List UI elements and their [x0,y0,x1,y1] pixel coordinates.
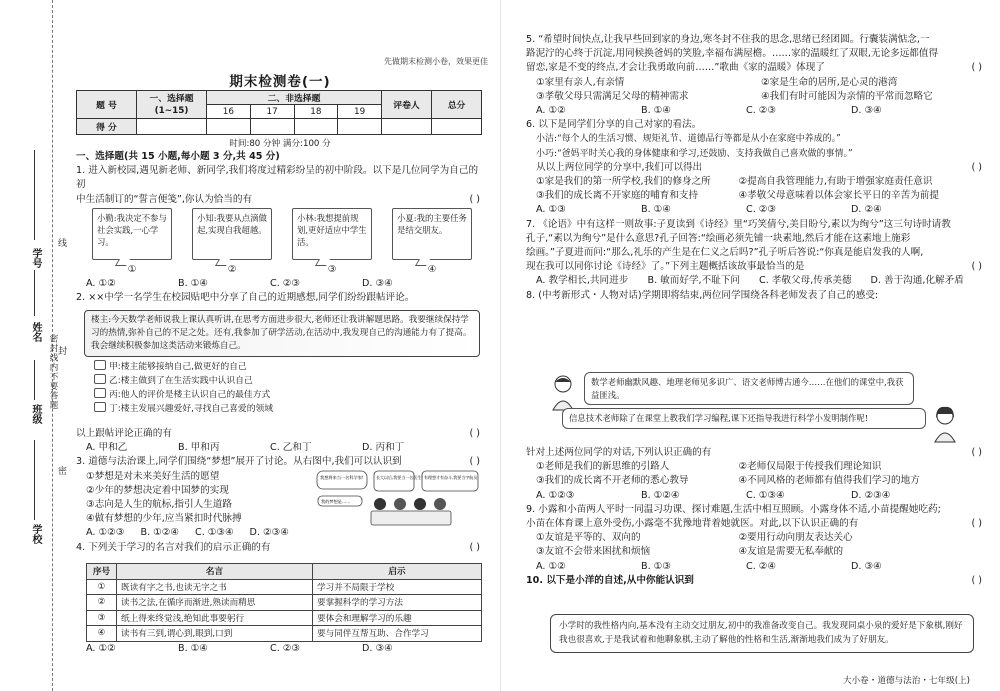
q2-stem: 2. ××中学一名学生在校园贴吧中分享了自己的近期感想,同学们纷纷跟帖评论。 [76,292,415,304]
q9-item: ②要用行动向朋友表达关心 [738,532,853,544]
score-cell[interactable] [250,119,294,135]
q6-quote-a: 小洁:“每个人的生活习惯、规矩礼节、道德品行等都是从小在家庭中养成的。” [536,134,841,145]
q7-line: 绘画。”子夏进而问:“那么,礼乐的产生是在仁义之后吗?”孔子听后答说:“你真是能启发我的人啊, [526,247,924,259]
answer-paren[interactable]: ( ) [971,161,982,173]
q5-item: ④我们有时可能因为亲情的平常而忽略它 [761,90,933,102]
q4-options-block [76,642,484,656]
option[interactable]: C. 乙和丁 [270,442,312,454]
q8-item: ④不同风格的老师都有值得我们学习的地方 [738,475,920,487]
score-q16: 16 [207,105,251,119]
q5-options [526,104,986,118]
q4-head: 名言 [117,564,313,580]
q3-item: ③志向是人生的航标,指引人生道路 [86,499,232,511]
option[interactable]: A. ①③ [536,204,566,216]
school-line [34,440,35,520]
q6-item: ④孝敬父母意味着以体会家长平日的辛苦为前提 [738,190,939,202]
class-line [34,360,35,400]
q1-mark: ② [227,264,237,275]
label-student-id: 学号 [30,248,41,268]
q1-bubbles [92,208,472,260]
option[interactable]: B. 敏而好学,不耻下问 [647,275,740,287]
q6-item: ③我们的成长离不开家庭的哺育和支持 [536,190,699,202]
option[interactable]: A. ①②③ [86,527,125,539]
q8-item: ②老师仅局限于传授我们理论知识 [738,461,882,473]
q7-line: 孔子,“素以为绚兮”是什么意思?孔子回答:“绘画必须先铺一块素地,然后才能在这素地上施彩 [526,232,911,244]
q1-options [76,277,484,291]
time-line: 时间:80 分钟 满分:100 分 [229,139,331,149]
score-cell[interactable] [207,119,251,135]
q8-options [526,489,986,503]
option[interactable]: A. ①② [86,278,116,289]
mark-secret: 密 [56,466,66,476]
q1-stem-2: 中生活制订的“誓言便笺”,你认为恰当的有 [76,193,253,205]
q1-bubble: 小知:我要从点滴做起,实现自我超越。 [192,208,272,260]
q5-item: ②家是生命的居所,是心灵的港湾 [761,76,898,88]
answer-paren[interactable]: ( ) [469,193,480,205]
score-range: (1~15) [137,105,207,119]
q3-items [76,470,306,527]
option[interactable]: C. ②③ [270,643,300,654]
score-cell[interactable] [137,119,207,135]
option[interactable]: A. ①② [86,643,116,654]
q9-item: ④友谊是需要无私奉献的 [738,546,844,558]
option[interactable]: B. ①②④ [641,489,680,501]
q2-options [76,441,484,455]
q10-story: 小学时的我性格内向,基本没有主动交过朋友,初中的我准备改变自己。我发现同桌小泉的爱好是下象棋,刚好我也很喜欢,于是我试着和他聊象棋,主动了解他的性格和生活,渐渐地我们成为了好朋友。 [550,614,974,653]
q1-bubble: 小勤:我决定不参与社会实践,一心学习。 [92,208,172,260]
table-row: ① 既读有字之书,也读无字之书 学习并不局限于学校 [87,579,482,595]
answer-paren[interactable]: ( ) [971,574,982,586]
q4-options [76,642,484,656]
option[interactable]: C. ②③ [270,278,300,289]
table-row: ② 读书之法,在循序而渐进,熟读而精思 要掌握科学的学习方法 [87,595,482,611]
option[interactable]: D. ②③④ [249,527,289,539]
cartoon-text: 我的梦想是…… [321,499,351,504]
table-row: ③ 纸上得来终觉浅,绝知此事要躬行 要体会和理解学习的乐趣 [87,610,482,626]
table-row: ④ 读书有三到,谓心到,眼到,口到 要与同伴互帮互助、合作学习 [87,626,482,642]
q4-table [86,563,482,642]
q8-q9-block [526,446,986,588]
q5-line: 路泥泞的心终于沉淀,用同候换爸妈的笑脸,幸福布满屋檐。……家的温暖红了双眼,无论多远都值得 [526,48,939,60]
q2-comment: 丙:他人的评价是楼主认识自己的最佳方式 [94,388,273,402]
answer-paren[interactable]: ( ) [469,428,480,439]
score-cell[interactable] [382,119,432,135]
q4-head: 启示 [313,564,482,580]
score-head-grader: 评卷人 [382,91,432,119]
option[interactable]: A. 教学相长,共同进步 [536,275,629,287]
q1-stem-1: 1. 进入新校园,遇见新老师、新同学,我们将度过精彩纷呈的初中阶段。以下是几位同学为自己的初 [76,165,479,191]
score-head-total: 总分 [432,91,482,119]
option[interactable]: C. 孝敬父母,传承美德 [759,275,852,287]
score-head-qno: 题 号 [77,91,137,119]
answer-paren[interactable]: ( ) [971,261,982,273]
score-cell[interactable] [432,119,482,135]
answer-paren[interactable]: ( ) [469,541,480,553]
label-class: 班级 [30,404,41,424]
option[interactable]: B. ①④ [178,643,208,654]
score-cell[interactable] [294,119,338,135]
label-name: 姓名 [30,322,41,342]
q8-dialogue-2: 信息技术老师除了在课堂上教我们学习编程,课下还指导我进行科学小发明制作呢! [562,408,926,429]
option[interactable]: C. ②③ [746,204,776,216]
mark-line: 线 [56,238,66,248]
option[interactable]: C. ②③ [746,105,776,117]
option[interactable]: D. 善于沟通,化解矛盾 [870,275,964,287]
option[interactable]: D. ③④ [362,278,393,289]
option[interactable]: A. ①② [536,105,566,117]
q9-line: 小苗在体育课上意外受伤,小露毫不犹豫地背着她就医。对此,以下认识正确的有 [526,518,859,530]
q5-items [526,76,986,104]
q9-item: ①友谊是平等的、双向的 [536,532,641,544]
answer-paren[interactable]: ( ) [971,62,982,74]
q1-options-block [76,277,484,305]
option[interactable]: C. ①③④ [746,489,785,501]
student-id-line [34,150,35,240]
label-school: 学校 [30,524,41,544]
q1-bubble-marks [92,264,472,275]
option[interactable]: B. ①②④ [140,527,179,539]
option[interactable]: D. ③④ [851,560,882,572]
page-footer: 大小卷・道德与法治・七年级(上) [842,676,970,686]
q2-forum-post: 楼主:今天数学老师说我上课认真听讲,在思考方面进步很大,老师还让我讲解题思路。我要继续保持学习的热情,弥补自己的不足之处。还有,我参加了研学活动,在活动中,我发现自己的沟通能力有了提高。我会继续积极参加这类活动来锻炼自己。 [84,310,480,357]
q8-stem: 8. (中考新形式・人物对话)学期即将结束,两位同学围绕各科老师发表了自己的感受: [526,289,879,301]
q7-line: 现在我可以同你讨论《诗经》了。”下列主题概括该故事最恰当的是 [526,261,805,273]
cartoon-text: 长大以后,我要当一名医生! [376,475,423,480]
boy-avatar-icon [548,372,578,412]
q3-options [76,526,484,540]
score-q19: 19 [338,105,382,119]
q8-dialogue-1: 数学老师幽默风趣、地理老师见多识广、语文老师博古通今……在他们的课堂中,我获益匪浅。 [584,372,914,405]
score-table [76,90,482,135]
q2-comment: 甲:楼主能够接纳自己,做更好的自己 [94,360,273,374]
q1-bubble: 小夏:我的主要任务是结交朋友。 [392,208,472,260]
q4-stem: 4. 下列关于学习的名言对我们的启示正确的有 [76,541,271,553]
q5-item: ①家里有亲人,有亲情 [536,76,625,88]
q8-items [526,460,986,488]
comment-avatar-icon [94,402,106,412]
q6-item: ②提高自我管理能力,有助于增强家庭责任意识 [738,176,933,188]
q5-item: ③孝敬父母只需满足父母的精神需求 [536,90,689,102]
score-q17: 17 [250,105,294,119]
q6-options [526,203,986,217]
mark-seal: 封 [56,346,66,356]
q3-item: ①梦想是对未来美好生活的愿望 [86,470,220,482]
q3-cartoon-illustration [316,470,480,528]
q1-mark: ③ [327,264,337,275]
q5-line: 留恋,家是不变的终点,才会让我勇敢向前……”歌曲《家的温暖》体现了 [526,62,825,74]
option[interactable]: D. 丙和丁 [362,442,405,454]
option[interactable]: D. ③④ [362,643,393,654]
option[interactable]: A. ①②③ [536,489,575,501]
comment-avatar-icon [94,388,106,398]
option[interactable]: D. ③④ [851,105,882,117]
option[interactable]: C. ①③④ [195,527,234,539]
option[interactable]: B. ①④ [641,204,671,216]
q6-quote-b: 小巧:“爸妈平时关心我的身体健康和学习,还鼓励、支持我做自己喜欢做的事情。” [536,148,853,159]
name-line [34,270,35,316]
q1-mark: ④ [427,264,437,275]
option[interactable]: B. ①④ [178,278,208,289]
option[interactable]: C. ②④ [746,560,776,572]
q10-stem: 10. 以下是小洋的自述,从中你能认识到 [526,574,694,586]
girl-avatar-icon [930,404,960,444]
section-title: 一、选择题(共 15 小题,每小题 3 分,共 45 分) [76,151,280,162]
binding-margin [0,0,68,691]
q7-line: 7. 《论语》中有这样一则故事:子夏读到《诗经》里“巧笑倩兮,美目盼兮,素以为绚兮”这三句诗时请教 [526,218,951,230]
cartoon-text: 有理想才有奋斗,我要当宇航员 [424,475,478,480]
section-choice [76,150,484,207]
answer-paren[interactable]: ( ) [971,447,982,458]
page-title: 期末检测卷(一) [229,74,331,90]
q4-head: 序号 [87,564,117,580]
cartoon-text: 我想将来当一名科学家! [320,475,364,480]
q6-items [526,175,986,203]
q5-block [526,33,986,303]
score-cell[interactable] [338,119,382,135]
q2-comment: 丁:楼主发展兴趣爱好,寻找自己喜爱的领域 [94,402,273,416]
score-head-nonchoice: 二、非选择题 [207,91,382,105]
q1-mark: ① [127,264,137,275]
q9-item: ③友谊不会带来困扰和烦恼 [536,546,651,558]
answer-paren[interactable]: ( ) [469,456,480,468]
option[interactable]: D. ②④ [851,204,882,216]
q9-line: 9. 小露和小苗两人平时一同温习功课、探讨难题,生活中相互照顾。小露身体不适,小苗提醒她吃药; [526,503,941,515]
q8-item: ①老师是我们的新思维的引路人 [536,461,670,473]
q6-tail: 从以上两位同学的分享中,我们可以得出 [536,161,703,173]
q2-tail: 以上跟帖评论正确的有 [76,428,172,439]
q3-stem: 3. 道德与法治课上,同学们围绕“梦想”展开了讨论。从右图中,我们可以认识到 [76,456,402,468]
q8-item: ③我们的成长离不开老师的悉心教导 [536,475,689,487]
q9-options [526,560,986,574]
score-label: 得 分 [77,119,137,135]
option[interactable]: B. ①④ [641,105,671,117]
q5-line: 5. “希望时间快点,让我早些回到家的身边,寒冬封不住我的思念,思绪已经团圆。行囊装满惦念,一 [526,34,930,45]
q2-comment: 乙:楼主做到了在生活实践中认识自己 [94,374,273,388]
q8-tail: 针对上述两位同学的对话,下列认识正确的有 [526,447,712,458]
score-q18: 18 [294,105,338,119]
q9-items [526,531,986,559]
comment-avatar-icon [94,360,106,370]
q3-item: ②少年的梦想决定着中国梦的实现 [86,484,229,496]
top-note: 先做期末检测小卷，效果更佳 [384,57,488,66]
q3-item: ④做有梦想的少年,应当紧扣时代脉搏 [86,513,242,525]
comment-avatar-icon [94,374,106,384]
option[interactable]: D. ②③④ [851,489,891,501]
option[interactable]: B. 甲和丙 [178,442,220,454]
option[interactable]: A. 甲和乙 [86,442,128,454]
q1-bubble: 小林:我想提前规划,更好适应中学生活。 [292,208,372,260]
score-head-choice: 一、选择题 [137,91,207,105]
q6-item: ①家是我们的第一所学校,我们的修身之所 [536,176,711,188]
option[interactable]: A. ①② [536,560,566,572]
q7-options [526,274,986,288]
option[interactable]: B. ①③ [641,560,671,572]
q2-comments [94,360,273,416]
answer-paren[interactable]: ( ) [971,518,982,530]
q6-stem: 6. 以下是同学们分享的自己对家的看法。 [526,119,702,131]
seal-note: 密封线内不要答题 [48,334,58,410]
